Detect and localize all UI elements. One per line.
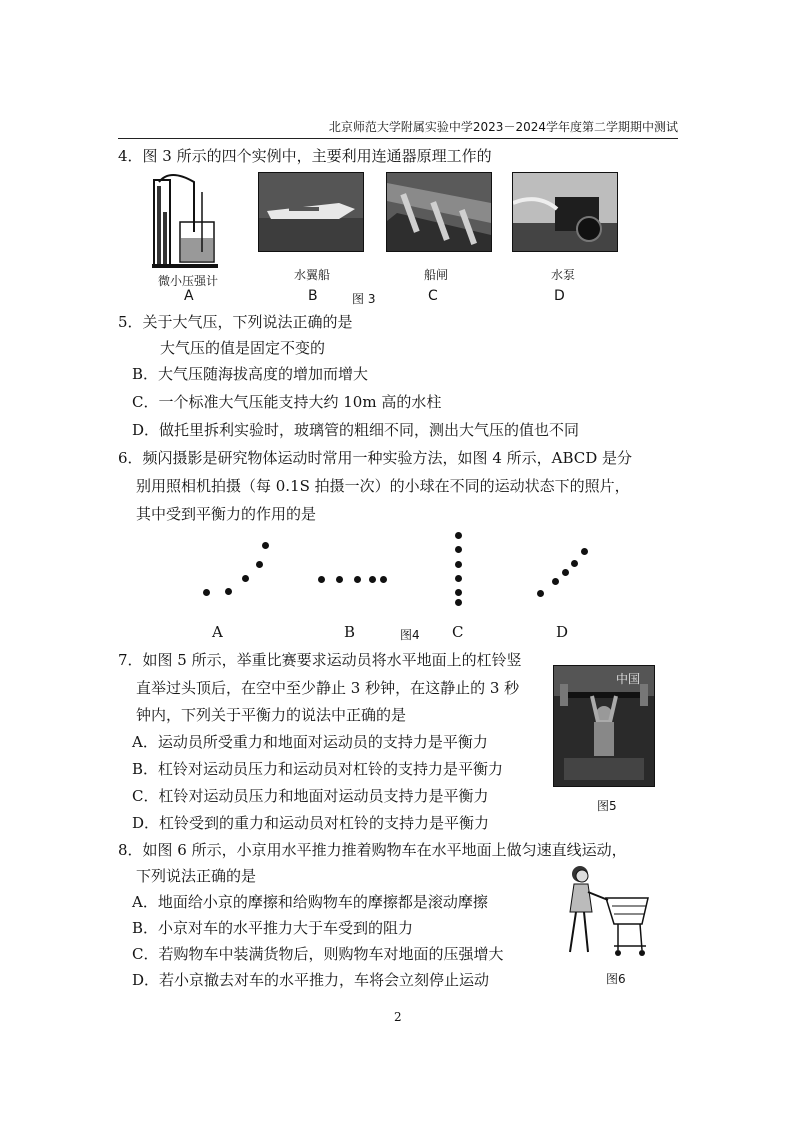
- q5-option-c: C．一个标准大气压能支持大约 10m 高的水柱: [132, 393, 442, 411]
- q7-stem-line3: 钟内，下列关于平衡力的说法中正确的是: [136, 706, 407, 724]
- ball-b-5: [380, 576, 387, 583]
- ball-c-4: [455, 575, 462, 582]
- q4-letter-b: B: [308, 288, 318, 304]
- q5-option-a: 大气压的值是固定不变的: [160, 339, 326, 357]
- ship-lock-photo: [386, 172, 492, 252]
- ball-b-4: [369, 576, 376, 583]
- weightlifter-photo: [553, 665, 655, 787]
- q8-option-c: C．若购物车中装满货物后，则购物车对地面的压强增大: [132, 945, 504, 963]
- ball-c-1: [455, 532, 462, 539]
- ball-a-2: [225, 588, 232, 595]
- q6-letter-c: C: [452, 623, 464, 641]
- q6-letter-d: D: [556, 623, 569, 641]
- ball-a-3: [242, 575, 249, 582]
- q6-stem-line3: 其中受到平衡力的作用的是: [136, 505, 317, 523]
- ball-a-1: [203, 589, 210, 596]
- page-number: 2: [394, 1010, 402, 1024]
- q6-letter-a: A: [212, 623, 223, 641]
- q4-letter-c: C: [428, 288, 438, 304]
- page-header: 北京师范大学附属实验中学2023－2024学年度第二学期期中测试: [118, 118, 678, 139]
- q4-caption-d: 水泵: [551, 268, 576, 282]
- fig4-label: 图4: [400, 628, 420, 642]
- manometer-image: [150, 172, 222, 270]
- ball-d-3: [562, 569, 569, 576]
- q8-option-d: D．若小京撤去对车的水平推力，车将会立刻停止运动: [132, 971, 490, 989]
- q8-option-b: B．小京对车的水平推力大于车受到的阻力: [132, 919, 414, 937]
- q8-stem-line2: 下列说法正确的是: [136, 867, 257, 885]
- water-pump-photo: [512, 172, 618, 252]
- ball-a-4: [256, 561, 263, 568]
- q4-letter-a: A: [184, 288, 194, 304]
- q8-stem-line1: 8．如图 6 所示，小京用水平推力推着购物车在水平地面上做匀速直线运动，: [118, 841, 627, 859]
- ball-c-2: [455, 546, 462, 553]
- q6-stem-line1: 6．频闪摄影是研究物体运动时常用一种实验方法，如图 4 所示，ABCD 是分: [118, 449, 633, 467]
- q4-caption-b: 水翼船: [294, 268, 331, 282]
- q8-option-a: A．地面给小京的摩擦和给购物车的摩擦都是滚动摩擦: [132, 893, 488, 911]
- q5-option-d: D．做托里拆利实验时，玻璃管的粗细不同，测出大气压的值也不同: [132, 421, 580, 439]
- q7-option-d: D．杠铃受到的重力和运动员对杠铃的支持力是平衡力: [132, 814, 490, 832]
- photo-banner-text: 中国: [616, 672, 641, 686]
- fig5-label: 图5: [597, 799, 617, 813]
- ball-a-5: [262, 542, 269, 549]
- ball-c-6: [455, 599, 462, 606]
- q7-option-a: A．运动员所受重力和地面对运动员的支持力是平衡力: [132, 733, 488, 751]
- ball-c-3: [455, 561, 462, 568]
- ball-b-3: [354, 576, 361, 583]
- ball-c-5: [455, 589, 462, 596]
- q7-stem-line1: 7．如图 5 所示，举重比赛要求运动员将水平地面上的杠铃竖: [118, 651, 522, 669]
- q4-caption-a: 微小压强计: [158, 274, 219, 288]
- q4-letter-d: D: [554, 288, 565, 304]
- shopping-cart-illustration: [562, 862, 654, 962]
- q7-option-c: C．杠铃对运动员压力和地面对运动员支持力是平衡力: [132, 787, 489, 805]
- ball-d-2: [552, 578, 559, 585]
- ball-d-5: [581, 548, 588, 555]
- fig6-label: 图6: [606, 972, 626, 986]
- ball-d-1: [537, 590, 544, 597]
- ball-b-2: [336, 576, 343, 583]
- hydrofoil-photo: [258, 172, 364, 252]
- ball-b-1: [318, 576, 325, 583]
- q5-stem: 5．关于大气压，下列说法正确的是: [118, 313, 353, 331]
- fig3-label: 图 3: [352, 292, 376, 306]
- q4-caption-c: 船闸: [424, 268, 449, 282]
- ball-d-4: [571, 560, 578, 567]
- q7-option-b: B．杠铃对运动员压力和运动员对杠铃的支持力是平衡力: [132, 760, 504, 778]
- q7-stem-line2: 直举过头顶后，在空中至少静止 3 秒钟，在这静止的 3 秒: [136, 679, 520, 697]
- q6-stem-line2: 别用照相机拍摄（每 0.1S 拍摄一次）的小球在不同的运动状态下的照片，: [136, 477, 630, 495]
- q4-stem: 4．图 3 所示的四个实例中，主要利用连通器原理工作的: [118, 147, 492, 165]
- q5-option-b: B．大气压随海拔高度的增加而增大: [132, 365, 369, 383]
- q6-letter-b: B: [344, 623, 356, 641]
